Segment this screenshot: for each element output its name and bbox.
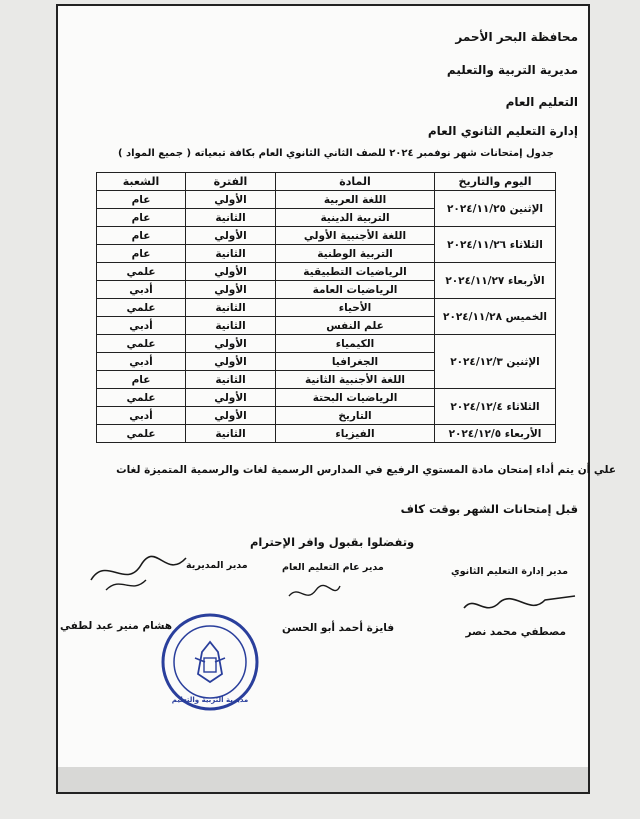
signatory-middle-title: مدير عام التعليم العام: [282, 562, 384, 573]
period-cell: الثانية: [186, 245, 276, 263]
period-cell: الأولي: [186, 263, 276, 281]
subject-cell: اللغة العربية: [276, 191, 435, 209]
page-bottom-strip: [58, 767, 588, 792]
signatory-right-name: مصطفي محمد نصر: [465, 626, 566, 638]
table-row: [97, 299, 556, 317]
branch-cell: علمي: [97, 335, 186, 353]
header-branch: الشعبة: [97, 173, 186, 191]
subject-cell: التربية الدينية: [276, 209, 435, 227]
period-cell: الأولي: [186, 407, 276, 425]
branch-cell: أدبي: [97, 353, 186, 371]
note-line-2: قبل إمتحانات الشهر بوقت كاف: [400, 502, 578, 516]
period-cell: الثانية: [186, 299, 276, 317]
period-cell: الأولي: [186, 191, 276, 209]
branch-cell: علمي: [97, 389, 186, 407]
day-cell: الأربعاء ٢٠٢٤/١٢/٥: [435, 425, 556, 443]
subject-cell: الفيزياء: [276, 425, 435, 443]
signature-middle: [284, 576, 344, 612]
period-cell: الثانية: [186, 371, 276, 389]
table-row: [97, 425, 556, 443]
note-line-1: علي أن يتم أداء إمتحان مادة المستوي الرفيع في المدارس الرسمية لغات والرسمية المتميزة لغات: [116, 464, 616, 476]
department-heading: التعليم العام: [505, 95, 578, 109]
branch-cell: عام: [97, 227, 186, 245]
closing-line: وتفضلوا بقبول وافر الإحترام: [250, 535, 415, 549]
signatory-left-name: هشام منير عبد لطفي: [60, 620, 173, 632]
subject-cell: الرياضيات العامة: [276, 281, 435, 299]
governorate-heading: محافظة البحر الأحمر: [455, 30, 578, 44]
branch-cell: علمي: [97, 263, 186, 281]
day-cell: الخميس ٢٠٢٤/١١/٢٨: [435, 299, 556, 335]
subject-cell: الأحياء: [276, 299, 435, 317]
subject-cell: اللغة الأجنبية الثانية: [276, 371, 435, 389]
branch-cell: أدبي: [97, 407, 186, 425]
subject-cell: الكيمياء: [276, 335, 435, 353]
day-cell: الثلاثاء ٢٠٢٤/١١/٢٦: [435, 227, 556, 263]
table-header-row: [97, 173, 556, 191]
period-cell: الأولي: [186, 227, 276, 245]
period-cell: الثانية: [186, 317, 276, 335]
subject-cell: علم النفس: [276, 317, 435, 335]
signature-left: [86, 550, 191, 600]
subject-cell: الرياضيات التطبيقية: [276, 263, 435, 281]
period-cell: الأولي: [186, 335, 276, 353]
day-cell: الأربعاء ٢٠٢٤/١١/٢٧: [435, 263, 556, 299]
table-row: [97, 227, 556, 245]
signatory-right-title: مدير إدارة التعليم الثانوي: [450, 566, 568, 577]
signature-right: [460, 588, 580, 624]
branch-cell: عام: [97, 191, 186, 209]
subject-cell: التربية الوطنية: [276, 245, 435, 263]
period-cell: الثانية: [186, 425, 276, 443]
period-cell: الأولي: [186, 389, 276, 407]
header-subject: المادة: [276, 173, 435, 191]
directorate-heading: مديرية التربية والتعليم: [446, 63, 578, 77]
day-cell: الثلاثاء ٢٠٢٤/١٢/٤: [435, 389, 556, 425]
subject-cell: الرياضيات البحتة: [276, 389, 435, 407]
table-row: [97, 263, 556, 281]
branch-cell: أدبي: [97, 281, 186, 299]
branch-cell: عام: [97, 371, 186, 389]
subject-cell: التاريخ: [276, 407, 435, 425]
branch-cell: عام: [97, 209, 186, 227]
branch-cell: علمي: [97, 299, 186, 317]
signatory-middle-name: فايزة أحمد أبو الحسن: [282, 622, 395, 634]
period-cell: الأولي: [186, 353, 276, 371]
header-day-date: اليوم والتاريخ: [435, 173, 556, 191]
branch-cell: عام: [97, 245, 186, 263]
branch-cell: علمي: [97, 425, 186, 443]
day-cell: الإثنين ٢٠٢٤/١٢/٣: [435, 335, 556, 389]
table-caption: جدول إمتحانات شهر نوفمبر ٢٠٢٤ للصف الثاني الثانوي العام بكافة تبعياته ( جميع المواد ): [118, 148, 554, 159]
administration-heading: إدارة التعليم الثانوي العام: [427, 124, 578, 138]
header-period: الفترة: [186, 173, 276, 191]
day-cell: الإثنين ٢٠٢٤/١١/٢٥: [435, 191, 556, 227]
subject-cell: اللغة الأجنبية الأولي: [276, 227, 435, 245]
signatory-left-title: مدير المديرية: [186, 560, 248, 571]
table-row: [97, 191, 556, 209]
period-cell: الثانية: [186, 209, 276, 227]
period-cell: الأولي: [186, 281, 276, 299]
table-row: [97, 389, 556, 407]
table-row: [97, 335, 556, 353]
exam-schedule-table: [96, 172, 556, 443]
seal-text: مديرية التربية والتعليم: [171, 696, 249, 704]
branch-cell: أدبي: [97, 317, 186, 335]
subject-cell: الجغرافيا: [276, 353, 435, 371]
